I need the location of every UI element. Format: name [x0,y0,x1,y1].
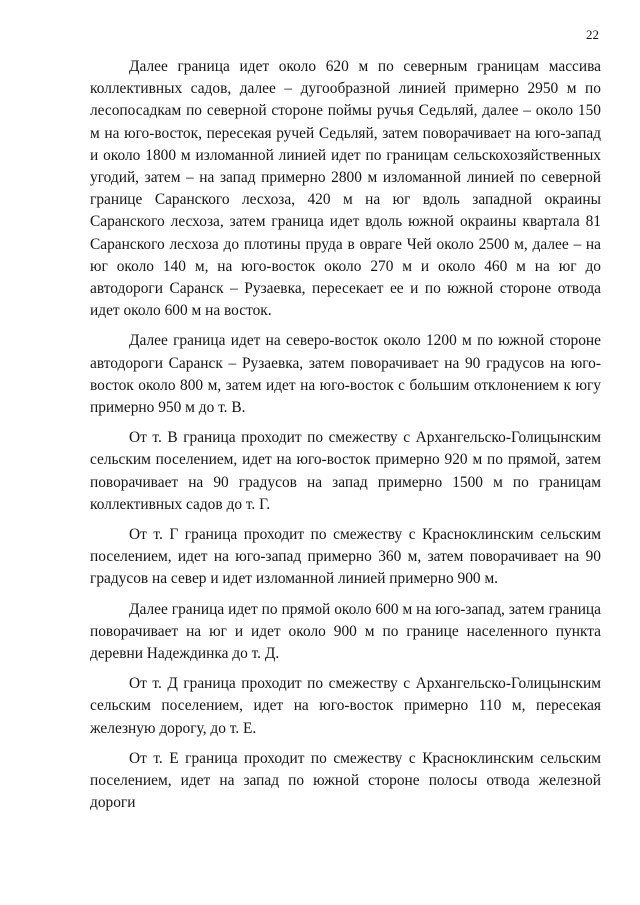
paragraph-5: Далее граница идет по прямой около 600 м на юго-запад, затем граница поворачивает на юг и идет около 900 м по границе населенного пункта деревни Надеждинка до т. Д. [90,600,601,663]
paragraph-1: Далее граница идет около 620 м по северным границам массива коллективных садов, далее – дугообразной линией примерно 2950 м по лесопосадкам по северной стороне поймы ручья Седьляй, далее – около 150 м на юго-восток, пересекая ручей Седьляй, затем поворачивает на юго-запад и около 1800 м изломанной линией идет по границам сельскохозяйственных угодий, затем – на запад примерно 2800 м изломанной линией по северной границе Саранского лесхоза, 420 м на юг вдоль западной окраины Саранского лесхоза, затем граница идет вдоль южной окраины квартала 81 Саранского лесхоза до плотины пруда в овраге Чей около 2500 м, далее – на юг около 140 м, на юго-восток около 270 м и около 460 м на юг до автодороги Саранск – Рузаевка, пересекает ее и по южной стороне отвода идет около 600 м на восток. [90,58,601,320]
page-number: 22 [586,27,599,42]
paragraph-6: От т. Д граница проходит по смежеству с Архангельско-Голицынским сельским поселением, идет на юго-восток примерно 110 м, пересекая железную дорогу, до т. Е. [90,675,601,737]
paragraph-4: От т. Г граница проходит по смежеству с Красноклинским сельским поселением, идет на юго-запад примерно 360 м, затем поворачивает на 90 градусов на север и идет изломанной линией примерно 900 м. [90,526,601,588]
document-body [90,56,601,815]
paragraph-3: От т. В граница проходит по смежеству с Архангельско-Голицынским сельским поселением, идет на юго-восток примерно 920 м по прямой, затем поворачивает на 90 градусов на запад примерно 1500 м по границам коллективных садов до т. Г. [90,429,601,513]
paragraph-7: От т. Е граница проходит по смежеству с Красноклинским сельским поселением, идет на запад по южной стороне полосы отвода железной дороги [90,749,601,812]
paragraph-2: Далее граница идет на северо-восток около 1200 м по южной стороне автодороги Саранск – Рузаевка, затем поворачивает на 90 градусов на юго-восток около 800 м, затем идет на юго-восток с большим отклонением к югу примерно 950 м до т. В. [90,332,601,417]
